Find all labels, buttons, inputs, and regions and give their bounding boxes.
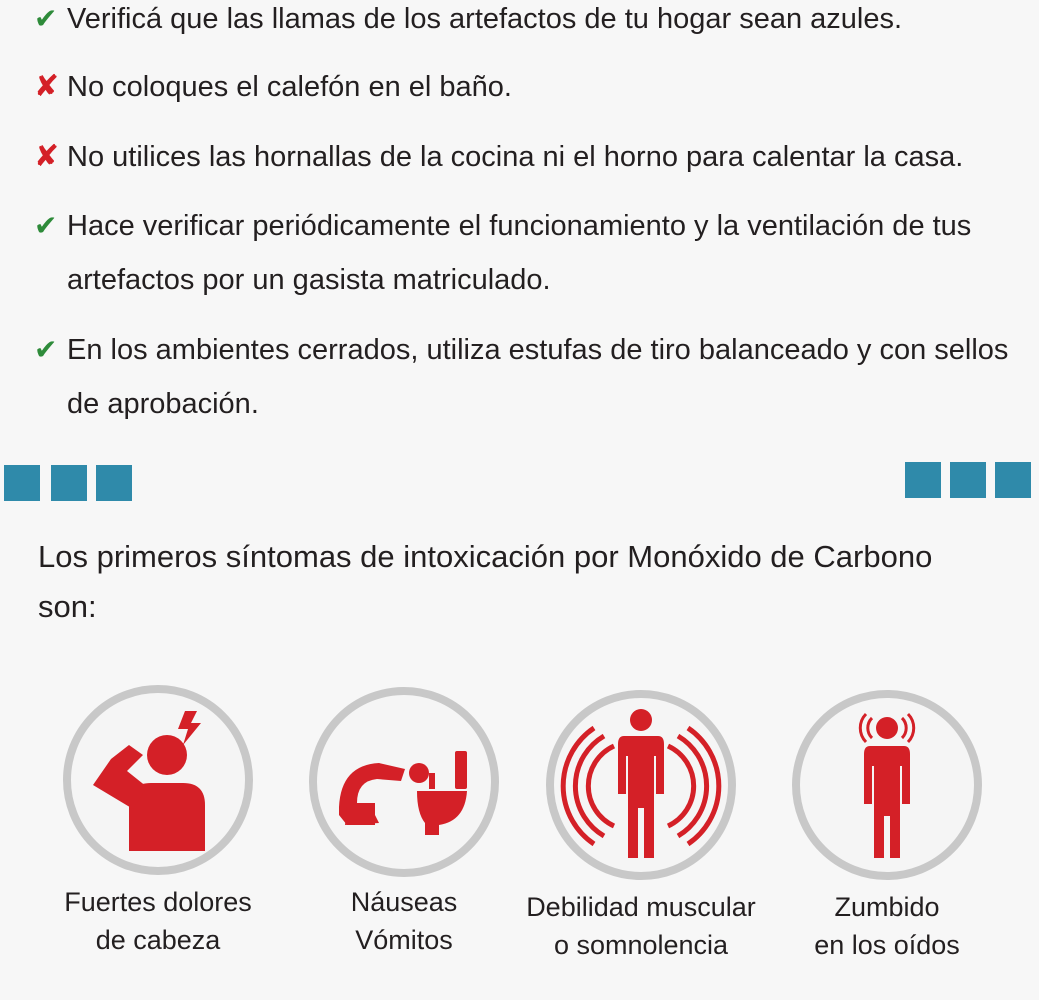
square-decoration — [950, 462, 986, 498]
vomiting-icon — [317, 695, 491, 869]
symptom-label — [521, 888, 761, 964]
cross-icon: ✘ — [34, 140, 60, 173]
square-decoration — [96, 465, 132, 501]
symptom-label-line: de cabeza — [95, 925, 221, 955]
symptom-icon-ring — [546, 690, 736, 880]
square-decoration — [905, 462, 941, 498]
cross-icon: ✘ — [34, 70, 60, 103]
tip-text: Verificá que las llamas de los artefactos de tu hogar sean azules. — [67, 3, 903, 35]
tip-text: No utilices las hornallas de la cocina ni el horno para calentar la casa. — [67, 141, 964, 173]
symptom-label-line: Náuseas — [350, 887, 458, 917]
square-decoration — [51, 465, 87, 501]
decorative-squares-left — [4, 465, 134, 502]
check-icon: ✔ — [34, 334, 58, 365]
symptom-label-line: Vómitos — [355, 925, 453, 955]
symptom-label-line: Debilidad muscular — [526, 892, 756, 922]
symptom-icon-ring — [309, 687, 499, 877]
tip-text: Hace verificar periódicamente el funcionamiento y la ventilación de tus artefactos por un gasista matriculado. — [67, 210, 972, 296]
tip-text: En los ambientes cerrados, utiliza estufas de tiro balanceado y con sellos de aprobación. — [67, 334, 1009, 420]
decorative-squares-right — [905, 462, 1035, 499]
dizziness-icon — [554, 698, 728, 872]
square-decoration — [995, 462, 1031, 498]
symptom-icon-ring — [63, 685, 253, 875]
ringing-ears-icon — [800, 698, 974, 872]
symptom-label — [767, 888, 1007, 964]
square-decoration — [4, 465, 40, 501]
symptoms-heading: Los primeros síntomas de intoxicación por Monóxido de Carbono son: — [38, 539, 933, 624]
symptom-label — [284, 883, 524, 959]
symptom-label-line: Fuertes dolores — [64, 887, 252, 917]
symptom-label-line: en los oídos — [814, 930, 960, 960]
check-icon: ✔ — [34, 3, 58, 34]
symptom-label — [38, 883, 278, 959]
check-icon: ✔ — [34, 210, 58, 241]
headache-icon — [71, 693, 245, 867]
symptom-icon-ring — [792, 690, 982, 880]
tip-text: No coloques el calefón en el baño. — [67, 71, 512, 103]
symptom-label-line: o somnolencia — [553, 930, 729, 960]
symptom-label-line: Zumbido — [834, 892, 940, 922]
